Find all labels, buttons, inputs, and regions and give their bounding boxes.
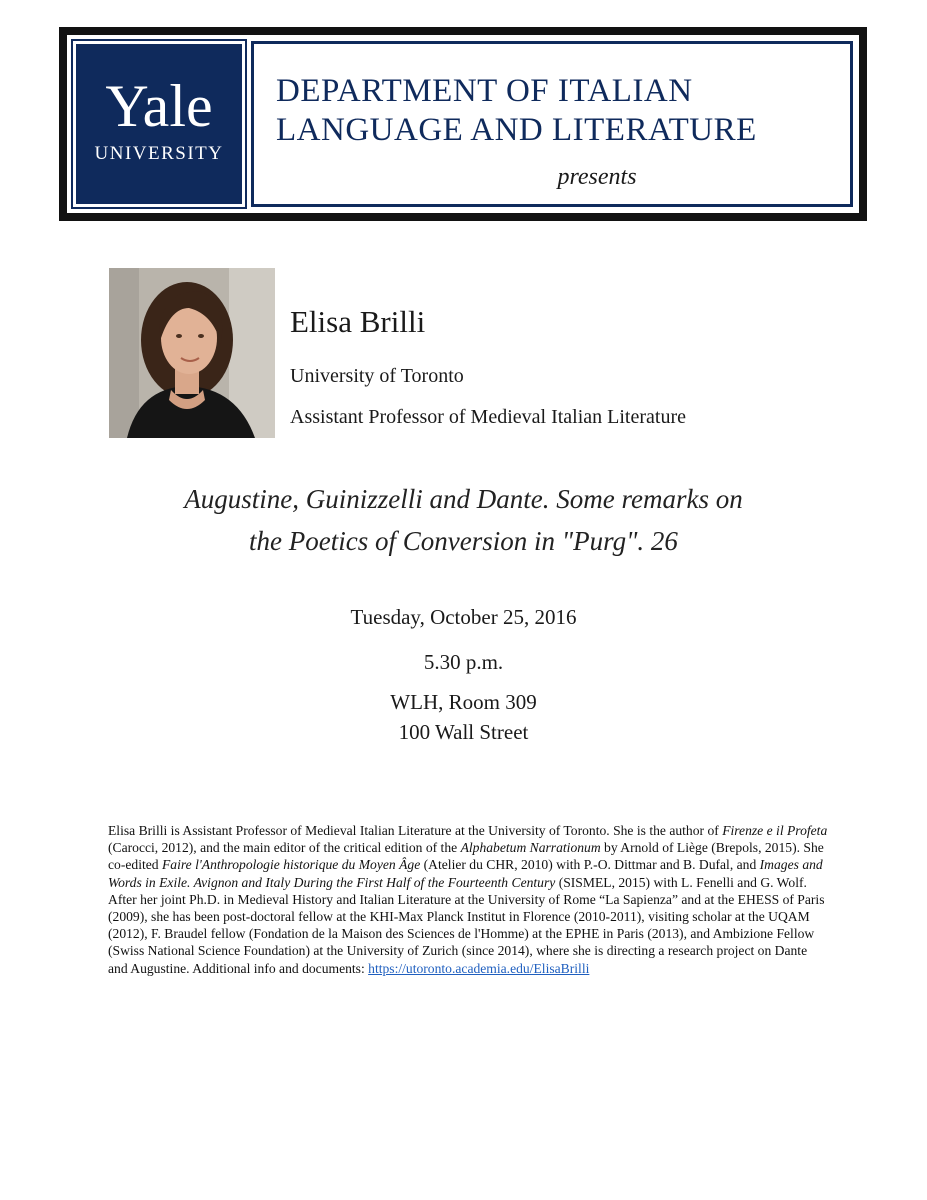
yale-logo [73, 41, 245, 207]
bio-book-3: Faire l'Anthropologie historique du Moyen Âge [161, 857, 421, 873]
event-time: 5.30 p.m. [423, 650, 504, 674]
bio-text-4: (Atelier du CHR, 2010) with P.-O. Dittmar and B. Dufal, and [420, 857, 760, 873]
bio-text-3: by Arnold of Liège (Brepols, 2015). She co-edited [108, 840, 824, 873]
bio-link[interactable]: https://utoronto.academia.edu/ElisaBrilli [368, 960, 590, 976]
speaker-bio [108, 822, 828, 977]
speaker-portrait-image [109, 268, 275, 438]
event-date: Tuesday, October 25, 2016 [350, 605, 577, 629]
bio-text-5: (SISMEL, 2015) with L. Fenelli and G. Wolf. After her joint Ph.D. in Medieval History and Italian Literature at the University of Rome “La Sapienza” and at the EHESS of Paris (2009), she has been post-doctoral fellow at the KHI-Max Planck Institut in Florence (2010-2011), visiting scholar at the UQAM (2012), F. Braudel fellow (Fondation de la Maison des Sciences de l'Homme) at the EPHE in Paris (2013), and Ambizione Fellow (Swiss National Science Foundation) at the University of Zurich (since 2014), where she is directing a research project on Dante and Augustine. Additional info and documents: [108, 874, 825, 976]
talk-title-line1: Augustine, Guinizzelli and Dante. Some remarks on [184, 484, 743, 514]
event-room: WLH, Room 309 [390, 690, 537, 714]
bio-text-2: (Carocci, 2012), and the main editor of the critical edition of the [108, 840, 461, 856]
presents-text: presents [557, 164, 637, 190]
speaker-name: Elisa Brilli [290, 304, 426, 339]
bio-text-1: Elisa Brilli is Assistant Professor of Medieval Italian Literature at the University of Toronto. She is the author of [108, 823, 723, 838]
bio-book-4: Images and Words in Exile. Avignon and Italy During the First Half of the Fourteenth Century [108, 857, 823, 890]
talk-title-line2: the Poetics of Conversion in "Purg". 26 [249, 526, 678, 556]
department-title-box [251, 41, 853, 207]
speaker-role: Assistant Professor of Medieval Italian Literature [290, 406, 686, 428]
logo-sub-text: UNIVERSITY [94, 143, 224, 164]
speaker-photo [109, 268, 275, 438]
department-title-line2: LANGUAGE AND LITERATURE [276, 112, 757, 148]
talk-title [60, 478, 867, 562]
department-title [276, 72, 836, 150]
bio-book-2: Alphabetum Narrationum [460, 840, 601, 856]
header-banner [59, 27, 867, 221]
header-banner-inner [67, 35, 859, 213]
bio-book-1: Firenze e il Profeta [722, 823, 828, 838]
event-street: 100 Wall Street [398, 720, 529, 744]
department-title-line1: DEPARTMENT OF ITALIAN [276, 73, 693, 109]
speaker-affiliation: University of Toronto [290, 365, 464, 387]
logo-main-text: Yale [105, 73, 213, 139]
